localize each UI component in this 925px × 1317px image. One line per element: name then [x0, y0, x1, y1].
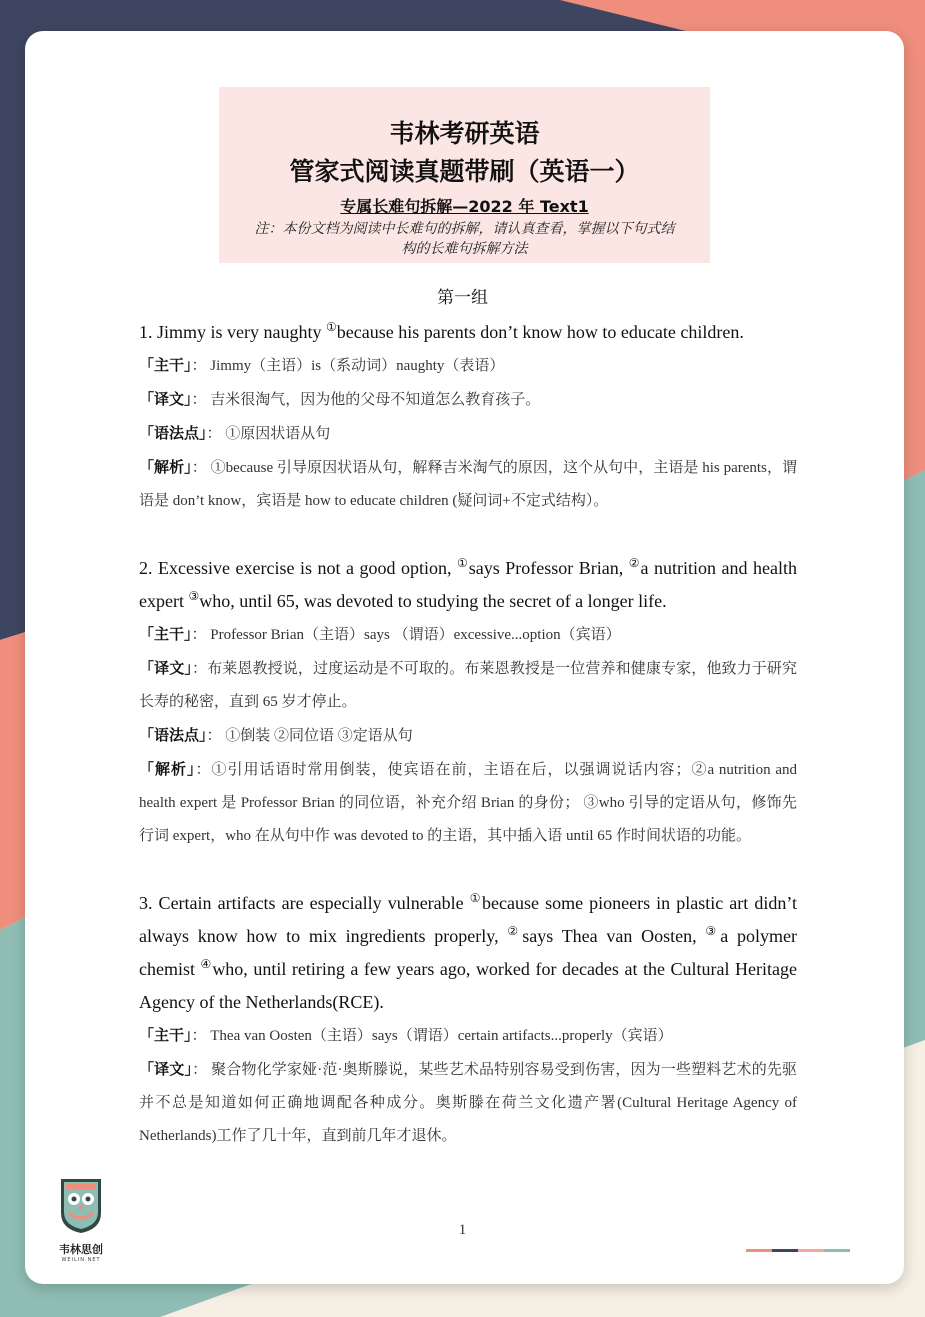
sentence-text: who, until 65, was devoted to studying the secret of a longer life.: [199, 591, 667, 611]
clause-marker: ①: [469, 891, 483, 905]
clause-marker: ③: [705, 924, 721, 938]
label-main: 「主干」: [139, 356, 192, 374]
label-analysis: 「解析」: [139, 458, 192, 476]
footer-bar-navy: [772, 1249, 798, 1252]
logo-name-en: WEILIN.NET: [61, 1257, 101, 1263]
group-title: 第一组: [437, 288, 488, 308]
main-text: ： Thea van Oosten（主语）says（谓语）certain artifacts...properly（宾语）: [191, 1028, 673, 1044]
logo-name-cn: 韦林思创: [59, 1243, 103, 1256]
analysis-text: ：①引用话语时常用倒装，使宾语在前，主语在后，以强调说话内容；②a nutrition and health expert 是 Professor Brian 的同位语，补充介绍 Brian 的身份； ③who 引导的定语从句，修饰先行词 expert，who 在从句中作 was devoted to 的主语，其中插入语 until 65 作时间状语的功能。: [139, 762, 797, 844]
sentence-text: a nutrition and health expert: [139, 558, 797, 611]
grammar-text: ： ①原因状语从句: [206, 426, 331, 442]
footer-bar-pink: [798, 1249, 824, 1252]
analysis-text: ： ①because 引导原因状语从句，解释吉米淘气的原因，这个从句中，主语是 his parents，谓语是 don’t know，宾语是 how to educate children (疑问词+不定式结构）。: [139, 460, 797, 509]
grammar-2: [139, 719, 797, 753]
clause-marker: ④: [200, 957, 213, 971]
main-clause-2: [139, 618, 797, 652]
footer-bar-coral: [746, 1249, 772, 1252]
translation-text: ：布莱恩教授说，过度运动是不可取的。布莱恩教授是一位营养和健康专家，他致力于研究长寿的秘密，直到 65 岁才停止。: [139, 661, 797, 710]
translation-3: [139, 1053, 797, 1153]
main-text: ： Jimmy（主语）is（系动词）naughty（表语）: [191, 358, 505, 374]
clause-marker: ②: [507, 924, 523, 938]
owl-shield-icon: [57, 1175, 105, 1235]
main-clause-3: [139, 1019, 797, 1053]
sentence-text: says Professor Brian,: [468, 558, 629, 578]
translation-text: ： 吉米很淘气，因为他的父母不知道怎么教育孩子。: [191, 392, 541, 408]
label-analysis: 「解析」: [139, 760, 196, 778]
sentence-text: 2. Excessive exercise is not a good option,: [139, 558, 457, 578]
label-main: 「主干」: [139, 625, 192, 643]
analysis-2: [139, 753, 797, 853]
subtitle: 专属长难句拆解—2022 年 Text1: [340, 197, 589, 216]
label-translation: 「译文」: [139, 659, 193, 677]
sentence-text: 3. Certain artifacts are especially vulnerable: [139, 893, 470, 913]
label-grammar: 「语法点」: [139, 424, 207, 442]
title-line-1: 韦林考研英语: [389, 119, 540, 148]
label-main: 「主干」: [139, 1026, 192, 1044]
page-number: 1: [458, 1222, 467, 1238]
footer-bar-teal: [824, 1249, 850, 1252]
grammar-1: [139, 417, 797, 451]
sentence-2: [139, 552, 797, 618]
sentence-text: a polymer chemist: [139, 926, 797, 979]
main-clause-1: [139, 349, 797, 383]
analysis-1: [139, 451, 797, 518]
sentence-text: because some pioneers in plastic art didn’t always know how to mix ingredients properly,: [139, 893, 797, 946]
weilin-logo: [55, 1175, 107, 1263]
clause-marker: ①: [456, 556, 469, 570]
sentence-1: [139, 316, 797, 349]
header-note: 注：本份文档为阅读中长难句的拆解，请认真查看，掌握以下句式结构的长难句拆解方法: [254, 221, 675, 257]
title-line-2: 管家式阅读真题带刷（英语一）: [289, 157, 640, 186]
translation-2: [139, 652, 797, 719]
sentence-text: who, until retiring a few years ago, worked for decades at the Cultural Heritage Agency of the Netherlands(RCE).: [139, 959, 797, 1012]
clause-marker: ①: [326, 320, 337, 334]
document-body: [139, 316, 797, 1153]
clause-marker: ②: [628, 556, 641, 570]
sentence-3: [139, 887, 797, 1019]
sentence-text: says Thea van Oosten,: [522, 926, 706, 946]
label-translation: 「译文」: [139, 1060, 193, 1078]
sentence-text: 1. Jimmy is very naughty: [139, 322, 326, 342]
grammar-text: ： ①倒装 ②同位语 ③定语从句: [206, 728, 413, 744]
main-text: ： Professor Brian（主语）says （谓语）excessive...option（宾语）: [191, 627, 621, 643]
clause-marker: ③: [188, 589, 200, 603]
label-grammar: 「语法点」: [139, 726, 207, 744]
translation-1: [139, 383, 797, 417]
document-header: [219, 87, 710, 263]
sentence-text: because his parents don’t know how to educate children.: [336, 322, 744, 342]
label-translation: 「译文」: [139, 390, 192, 408]
translation-text: ： 聚合物化学家娅·范·奥斯滕说，某些艺术品特别容易受到伤害，因为一些塑料艺术的先驱并不总是知道如何正确地调配各种成分。奥斯滕在荷兰文化遗产署(Cultural Heritage Agency of Netherlands)工作了几十年，直到前几年才退休。: [139, 1062, 797, 1144]
